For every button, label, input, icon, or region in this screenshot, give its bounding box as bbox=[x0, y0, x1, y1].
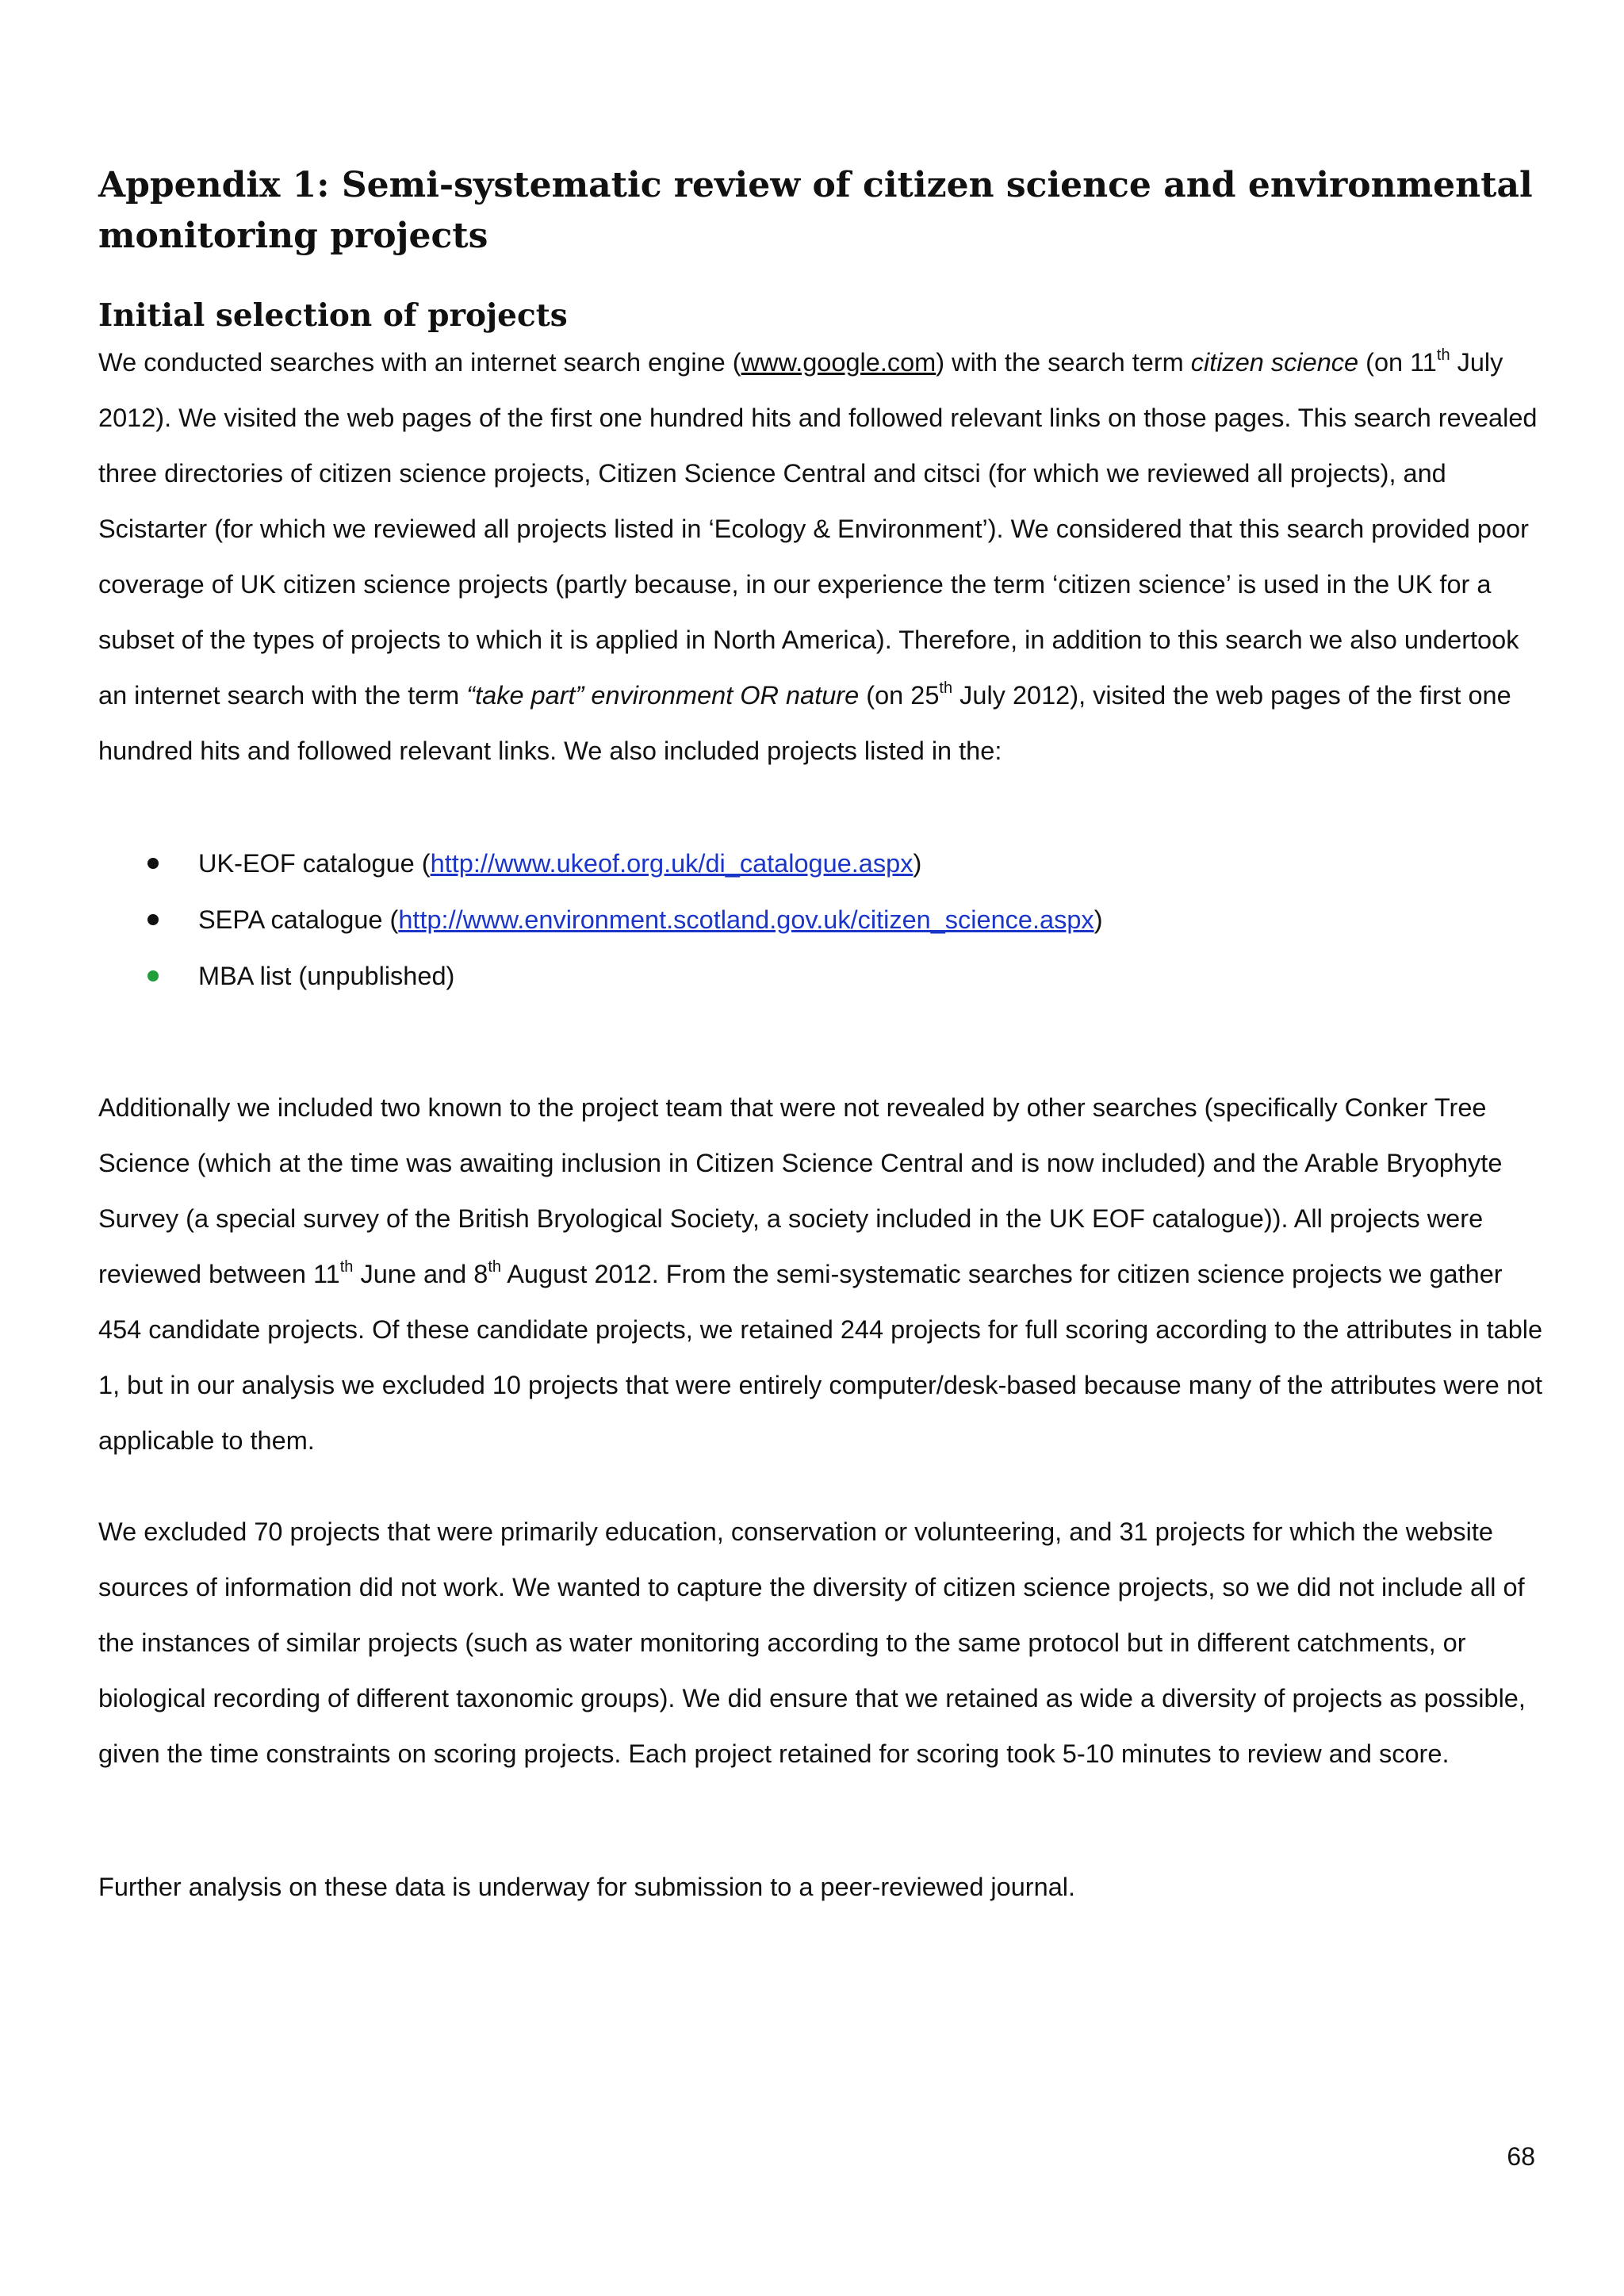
search-term-citizen-science: citizen science bbox=[1190, 348, 1359, 377]
text-span: (on 25 bbox=[859, 681, 940, 710]
bullet-icon bbox=[147, 914, 159, 925]
search-term-take-part: “take part” environment OR nature bbox=[466, 681, 860, 710]
text-span: SEPA catalogue ( bbox=[198, 905, 399, 934]
paragraph-further-analysis: Further analysis on these data is underway for submission to a peer-reviewed journal. bbox=[98, 1873, 1076, 1901]
ordinal-superscript: th bbox=[339, 1258, 354, 1276]
bullet-icon bbox=[147, 858, 159, 869]
text-span: ) with the search term bbox=[936, 348, 1191, 377]
text-span: (on 11 bbox=[1358, 348, 1437, 377]
text-span: ) bbox=[913, 849, 922, 878]
text-span: Additionally we included two known to the project team that were not revealed by other searches (specifically Conker Tree Science (which at the time was awaiting inclusion in Citizen Science Central and is now included) and the Arable Bryophyte Survey (a special survey of the British Bryological Society, a society included in the UK EOF catalogue)). All projects were reviewed between 11 bbox=[98, 1093, 1503, 1288]
paragraph-initial-selection bbox=[98, 335, 1549, 779]
ukeof-catalogue-link[interactable]: http://www.ukeof.org.uk/di_catalogue.aspx bbox=[430, 849, 914, 878]
google-link[interactable]: www.google.com bbox=[741, 348, 936, 377]
text-span: July 2012), visited the web pages of the first one hundred hits and followed relevant links. We also included projects listed in the: bbox=[98, 681, 1511, 765]
list-item-sepa bbox=[0, 892, 1624, 948]
bullet-icon bbox=[147, 970, 159, 982]
text-span: August 2012. From the semi-systematic searches for citizen science projects we gather 454 candidate projects. Of these candidate projects, we retained 244 projects for full scoring according to the attributes in table 1, but in our analysis we excluded 10 projects that were entirely computer/desk-based because many of the attributes were not applicable to them. bbox=[98, 1260, 1543, 1455]
paragraph-additional-projects bbox=[98, 1080, 1549, 1468]
text-span: We conducted searches with an internet search engine ( bbox=[98, 348, 741, 377]
section-heading: Initial selection of projects bbox=[98, 297, 568, 334]
page-number: 68 bbox=[1507, 2142, 1535, 2171]
ordinal-superscript: th bbox=[1436, 346, 1450, 365]
text-span: ) bbox=[1094, 905, 1103, 934]
paragraph-exclusions: We excluded 70 projects that were primarily education, conservation or volunteering, and 31 projects for which the website sources of information did not work. We wanted to capture the diversity of citizen science projects, so we did not include all of the instances of similar projects (such as water monitoring according to the same protocol but in different catchments, or biological recording of different taxonomic groups). We did ensure that we retained as wide a diversity of projects as possible, given the time constraints on scoring projects. Each project retained for scoring took 5-10 minutes to review and score. bbox=[98, 1517, 1526, 1768]
list-item-text bbox=[198, 836, 921, 891]
text-span: UK-EOF catalogue ( bbox=[198, 849, 431, 878]
text-span: June and 8 bbox=[353, 1260, 488, 1288]
ordinal-superscript: th bbox=[488, 1258, 501, 1276]
sepa-catalogue-link[interactable]: http://www.environment.scotland.gov.uk/citizen_science.aspx bbox=[398, 905, 1094, 934]
list-item-ukeof bbox=[0, 836, 1624, 892]
text-span: July 2012). We visited the web pages of the first one hundred hits and followed relevant links on those pages. This search revealed three directories of citizen science projects, Citizen Science Central and citsci (for which we reviewed all projects), and Scistarter (for which we reviewed all projects listed in ‘Ecology & Environment’). We considered that this search provided poor coverage of UK citizen science projects (partly because, in our experience the term ‘citizen science’ is used in the UK for a subset of the types of projects to which it is applied in North America). Therefore, in addition to this search we also undertook an internet search with the term bbox=[98, 348, 1538, 710]
catalogue-list bbox=[0, 836, 1624, 1004]
list-item-mba bbox=[0, 948, 1624, 1004]
appendix-heading: Appendix 1: Semi-systematic review of citizen science and environmental monitoring projects bbox=[98, 165, 1533, 256]
list-item-text: MBA list (unpublished) bbox=[198, 962, 455, 990]
list-item-text bbox=[198, 892, 1103, 947]
ordinal-superscript: th bbox=[939, 679, 953, 698]
